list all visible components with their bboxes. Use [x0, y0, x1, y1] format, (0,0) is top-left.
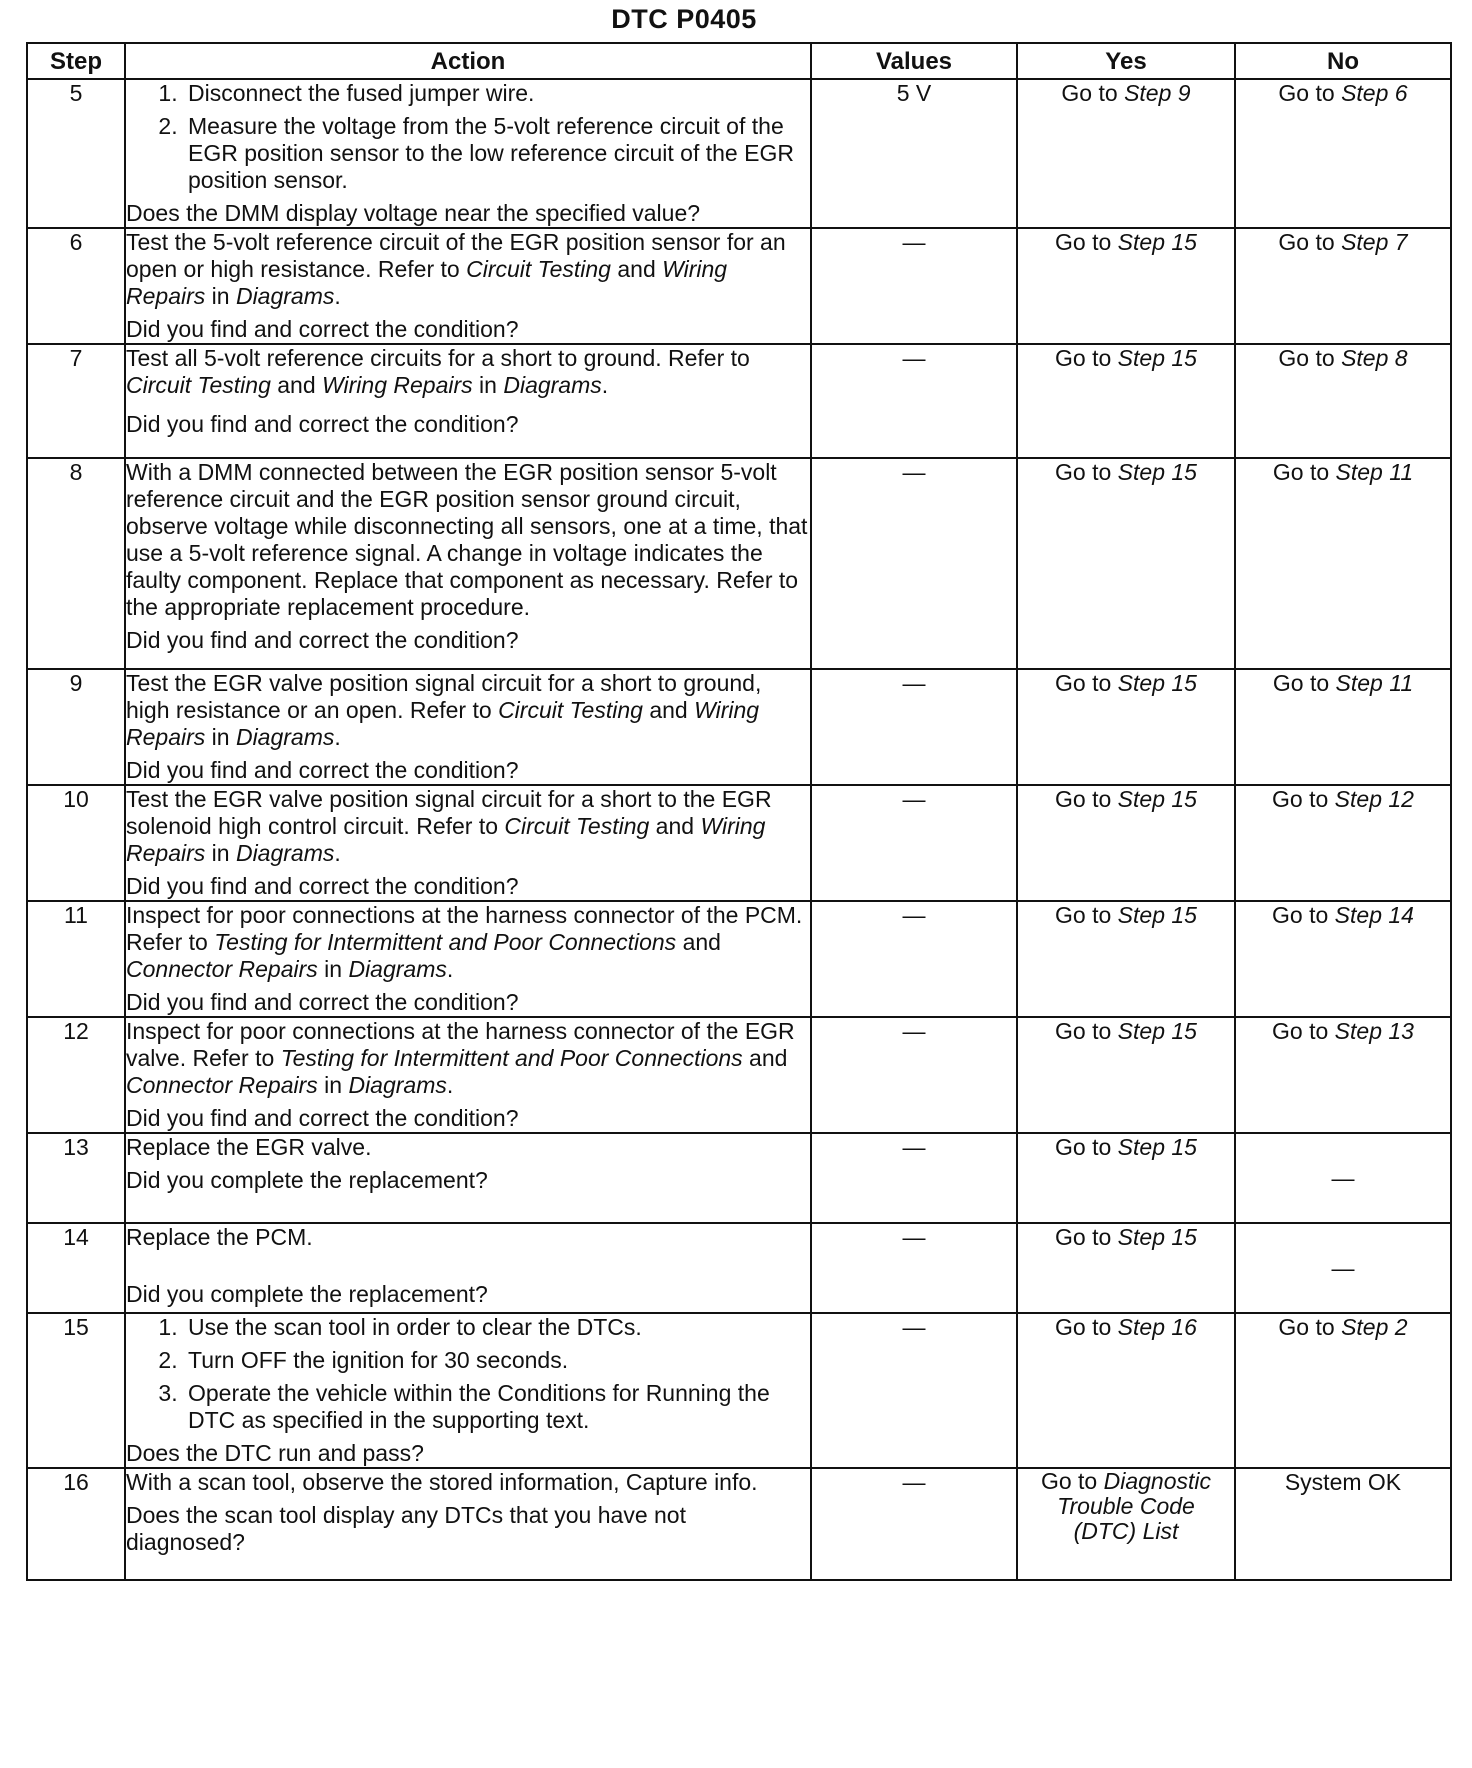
reference-text: Step 16 — [1117, 1314, 1197, 1340]
step-number: 10 — [27, 785, 125, 901]
action-text: Go to — [1061, 80, 1125, 106]
reference-text: Wiring Repairs — [126, 697, 760, 750]
action-text: Use the scan tool in order to clear the DTCs. — [188, 1314, 642, 1340]
reference-text: Step 15 — [1117, 1134, 1197, 1160]
value-cell: — — [811, 669, 1017, 785]
action-text: Go to — [1055, 459, 1118, 485]
no-cell — [1235, 228, 1451, 344]
action-text: . — [334, 724, 341, 750]
yes-cell — [1017, 1017, 1235, 1133]
table-row — [27, 1313, 1451, 1468]
action-text: Go to — [1272, 459, 1336, 485]
action-cell — [125, 669, 811, 785]
action-cell — [125, 458, 811, 669]
table-row — [27, 228, 1451, 344]
reference-text: Circuit Testing — [466, 256, 611, 282]
yes-cell — [1017, 1133, 1235, 1223]
action-question: Did you find and correct the condition? — [126, 411, 519, 437]
reference-text: Diagrams — [348, 1072, 447, 1098]
action-text: Go to — [1055, 670, 1118, 696]
value-cell: — — [811, 785, 1017, 901]
step-number: 14 — [27, 1223, 125, 1313]
table-body — [27, 79, 1451, 1580]
action-text: Go to — [1055, 1224, 1118, 1250]
action-text: . — [446, 956, 454, 982]
action-step-item — [184, 1380, 810, 1434]
value-cell: — — [811, 228, 1017, 344]
action-text: Turn OFF the ignition for 30 seconds. — [188, 1347, 569, 1373]
action-question: Did you find and correct the condition? — [126, 757, 519, 783]
header-no: No — [1235, 43, 1451, 79]
action-text: With a DMM connected between the EGR position sensor 5-volt reference circuit and the EGR position sensor ground circuit, observe voltage while disconnecting all sensors, one at a time, that use a 5-volt reference signal. A change in voltage indicates the faulty component. Replace that component as necessary. Refer to the appropriate replacement procedure. — [126, 459, 808, 620]
step-number: 8 — [27, 458, 125, 669]
action-steps-list — [126, 1314, 810, 1434]
no-cell — [1235, 1017, 1451, 1133]
reference-text: Diagrams — [235, 283, 335, 309]
action-cell — [125, 344, 811, 458]
header-yes: Yes — [1017, 43, 1235, 79]
header-values: Values — [811, 43, 1017, 79]
action-cell — [125, 1223, 811, 1313]
value-cell: — — [811, 1017, 1017, 1133]
value-cell: — — [811, 458, 1017, 669]
reference-text: Step 15 — [1117, 1224, 1197, 1250]
reference-text: Connector Repairs — [126, 956, 318, 982]
reference-text: Step 15 — [1117, 786, 1197, 812]
action-question: Did you complete the replacement? — [126, 1281, 488, 1307]
action-text: Go to — [1055, 902, 1118, 928]
action-text: Go to — [1040, 1468, 1104, 1494]
action-step-item — [184, 1314, 810, 1341]
reference-text: Step 15 — [1117, 459, 1197, 485]
action-text: Go to — [1278, 345, 1342, 371]
header-step: Step — [27, 43, 125, 79]
action-text: and — [642, 697, 695, 723]
action-cell — [125, 1017, 811, 1133]
action-cell — [125, 228, 811, 344]
reference-text: Step 11 — [1335, 670, 1414, 696]
action-text: Measure the voltage from the 5-volt reference circuit of the EGR position sensor to the low reference circuit of the EGR position sensor. — [188, 113, 794, 193]
reference-text: Diagrams — [235, 840, 335, 866]
yes-cell — [1017, 1223, 1235, 1313]
table-row — [27, 901, 1451, 1017]
no-cell — [1235, 901, 1451, 1017]
no-cell — [1235, 1223, 1451, 1313]
yes-cell — [1017, 79, 1235, 228]
diagnostic-table — [26, 42, 1452, 1581]
reference-text: Circuit Testing — [126, 372, 271, 398]
value-cell: — — [811, 1223, 1017, 1313]
action-step-item — [184, 113, 810, 194]
action-text: and — [270, 372, 323, 398]
reference-text: Step 2 — [1341, 1314, 1408, 1340]
table-row — [27, 79, 1451, 228]
value-cell: — — [811, 901, 1017, 1017]
action-text: and — [610, 256, 663, 282]
step-number: 15 — [27, 1313, 125, 1468]
action-question: Does the DMM display voltage near the specified value? — [126, 200, 701, 226]
action-text: Go to — [1278, 229, 1342, 255]
step-number: 11 — [27, 901, 125, 1017]
table-row — [27, 1468, 1451, 1580]
reference-text: Step 15 — [1117, 229, 1197, 255]
value-cell: — — [811, 1133, 1017, 1223]
table-row — [27, 1223, 1451, 1313]
table-row — [27, 344, 1451, 458]
header-action: Action — [125, 43, 811, 79]
action-text: Go to — [1055, 1018, 1118, 1044]
action-text: . — [334, 840, 341, 866]
step-number: 9 — [27, 669, 125, 785]
action-text: Test the EGR valve position signal circuit for a short to the EGR solenoid high control circuit. Refer to — [126, 786, 772, 839]
action-text: Go to — [1055, 345, 1118, 371]
reference-text: Step 15 — [1117, 345, 1197, 371]
reference-text: Step 13 — [1334, 1018, 1414, 1044]
action-text: and — [676, 929, 721, 955]
value-cell: — — [811, 344, 1017, 458]
action-text: Replace the PCM. — [126, 1224, 313, 1250]
action-text: in — [317, 1072, 349, 1098]
value-cell: — — [811, 1468, 1017, 1580]
reference-text: Connector Repairs — [126, 1072, 318, 1098]
action-cell — [125, 1133, 811, 1223]
action-text-block — [126, 786, 810, 867]
action-text: Go to — [1055, 786, 1118, 812]
action-text: Operate the vehicle within the Conditions for Running the DTC as specified in the supporting text. — [188, 1380, 770, 1433]
action-text-block — [126, 670, 810, 751]
action-text: in — [205, 840, 236, 866]
action-text: . — [601, 372, 609, 398]
action-text-block — [126, 1134, 810, 1161]
action-text: Go to — [1272, 902, 1335, 928]
reference-text: Diagrams — [503, 372, 602, 398]
action-text-block — [126, 1018, 810, 1099]
reference-text: Testing for Intermittent and Poor Connections — [280, 1045, 743, 1071]
action-text: Go to — [1272, 670, 1336, 696]
reference-text: Diagrams — [348, 956, 447, 982]
action-text: — — [1331, 1164, 1355, 1191]
table-row — [27, 1017, 1451, 1133]
table-row — [27, 1133, 1451, 1223]
reference-text: Wiring Repairs — [126, 256, 728, 309]
no-cell — [1235, 1468, 1451, 1580]
action-text: With a scan tool, observe the stored information, Capture info. — [126, 1469, 758, 1495]
action-text: System OK — [1284, 1469, 1402, 1495]
yes-cell — [1017, 669, 1235, 785]
action-text: and — [649, 813, 701, 839]
action-text: and — [742, 1045, 788, 1071]
action-text: Go to — [1055, 229, 1118, 255]
no-cell — [1235, 1313, 1451, 1468]
no-cell — [1235, 669, 1451, 785]
action-cell — [125, 1468, 811, 1580]
page-title: DTC P0405 — [611, 4, 757, 34]
action-cell — [125, 785, 811, 901]
reference-text: Diagrams — [235, 724, 335, 750]
no-cell — [1235, 458, 1451, 669]
value-cell: 5 V — [811, 79, 1017, 228]
action-text-block — [126, 345, 810, 399]
yes-cell — [1017, 1468, 1235, 1580]
reference-text: Step 9 — [1124, 80, 1191, 106]
no-cell — [1235, 1133, 1451, 1223]
action-text: Go to — [1055, 1134, 1118, 1160]
reference-text: Step 7 — [1341, 229, 1408, 255]
action-text: Test the 5-volt reference circuit of the EGR position sensor for an open or high resistance. Refer to — [126, 229, 786, 282]
action-text-block — [126, 229, 810, 310]
action-question: Did you find and correct the condition? — [126, 1105, 519, 1131]
action-steps-list — [126, 80, 810, 194]
table-row — [27, 785, 1451, 901]
reference-text: Testing for Intermittent and Poor Connections — [214, 929, 677, 955]
action-cell — [125, 1313, 811, 1468]
action-text: Test the EGR valve position signal circuit for a short to ground, high resistance or an open. Refer to — [126, 670, 762, 723]
action-cell — [125, 901, 811, 1017]
action-question: Did you find and correct the condition? — [126, 316, 519, 342]
action-step-item — [184, 80, 810, 107]
reference-text: Step 12 — [1334, 786, 1414, 812]
action-step-item — [184, 1347, 810, 1374]
action-text: — — [1331, 1254, 1355, 1281]
action-text: Inspect for poor connections at the harness connector of the PCM. Refer to — [126, 902, 803, 955]
reference-text: Step 8 — [1341, 345, 1408, 371]
value-cell: — — [811, 1313, 1017, 1468]
action-text-block — [126, 1469, 810, 1496]
table-row — [27, 458, 1451, 669]
reference-text: Wiring Repairs — [126, 813, 766, 866]
yes-cell — [1017, 1313, 1235, 1468]
action-question: Does the DTC run and pass? — [126, 1440, 424, 1466]
action-question: Does the scan tool display any DTCs that you have not diagnosed? — [126, 1502, 686, 1555]
yes-cell — [1017, 785, 1235, 901]
no-cell — [1235, 79, 1451, 228]
action-text: Test all 5-volt reference circuits for a short to ground. Refer to — [126, 345, 750, 371]
table-row — [27, 669, 1451, 785]
action-text-block — [126, 459, 810, 621]
action-question: Did you find and correct the condition? — [126, 989, 519, 1015]
action-text: Go to — [1055, 1314, 1118, 1340]
reference-text: Step 15 — [1117, 902, 1197, 928]
action-text: in — [205, 724, 236, 750]
yes-cell — [1017, 458, 1235, 669]
yes-cell — [1017, 344, 1235, 458]
action-cell — [125, 79, 811, 228]
action-question: Did you find and correct the condition? — [126, 873, 519, 899]
action-text: Go to — [1278, 1314, 1342, 1340]
step-number: 16 — [27, 1468, 125, 1580]
step-number: 5 — [27, 79, 125, 228]
reference-text: Wiring Repairs — [322, 372, 473, 398]
reference-text: Circuit Testing — [504, 813, 650, 839]
reference-text: Step 15 — [1117, 1018, 1197, 1044]
action-text: Inspect for poor connections at the harness connector of the EGR valve. Refer to — [126, 1018, 795, 1071]
action-text-block — [126, 1224, 810, 1251]
reference-text: Step 6 — [1341, 80, 1408, 106]
action-text: Disconnect the fused jumper wire. — [188, 80, 535, 106]
action-text: in — [205, 283, 236, 309]
action-text-block — [126, 902, 810, 983]
action-text: in — [472, 372, 504, 398]
reference-text: Step 15 — [1117, 670, 1197, 696]
no-cell — [1235, 344, 1451, 458]
table-header-row — [27, 43, 1451, 79]
reference-text: Circuit Testing — [498, 697, 643, 723]
action-question: Did you find and correct the condition? — [126, 627, 519, 653]
step-number: 7 — [27, 344, 125, 458]
step-number: 12 — [27, 1017, 125, 1133]
action-text: Go to — [1278, 80, 1342, 106]
step-number: 6 — [27, 228, 125, 344]
action-text: Go to — [1272, 1018, 1335, 1044]
action-text: . — [334, 283, 341, 309]
action-text: . — [446, 1072, 454, 1098]
action-text: in — [317, 956, 349, 982]
action-question: Did you complete the replacement? — [126, 1167, 488, 1193]
yes-cell — [1017, 228, 1235, 344]
yes-cell — [1017, 901, 1235, 1017]
no-cell — [1235, 785, 1451, 901]
reference-text: Step 14 — [1334, 902, 1414, 928]
step-number: 13 — [27, 1133, 125, 1223]
action-text: Go to — [1272, 786, 1335, 812]
reference-text: Diagnostic Trouble Code (DTC) List — [1057, 1468, 1212, 1544]
reference-text: Step 11 — [1335, 459, 1414, 485]
action-text: Replace the EGR valve. — [126, 1134, 372, 1160]
